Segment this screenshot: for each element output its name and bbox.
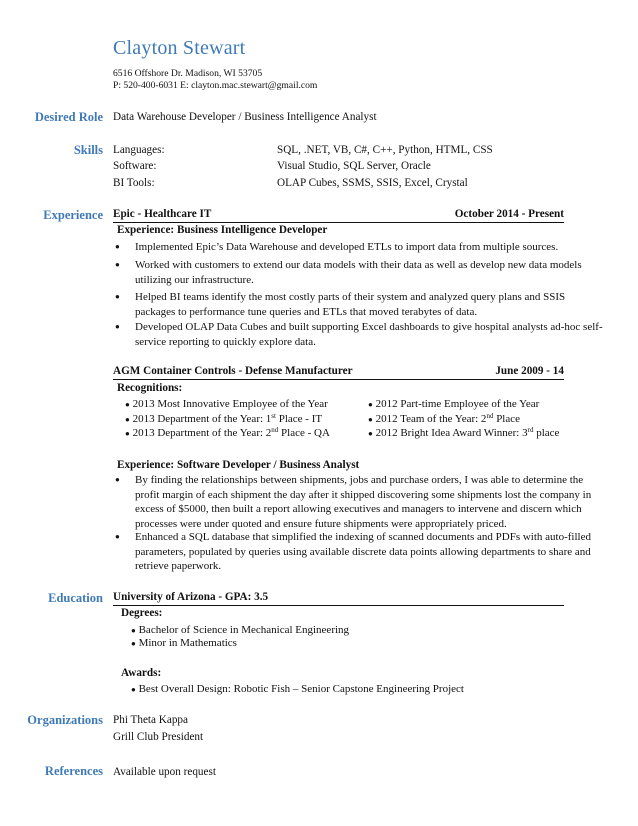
recognition-item: ● 2012 Part-time Employee of the Year [368,398,540,410]
address-line: 6516 Offshore Dr. Madison, WI 53705 [113,68,263,79]
skill-value: OLAP Cubes, SSMS, SSIS, Excel, Crystal [277,177,468,189]
contact-line: P: 520-400-6031 E: clayton.mac.stewart@gmail.com [113,80,318,91]
job-dates: October 2014 - Present [454,208,564,220]
list-item: ● Enhanced a SQL database that simplified the indexing of scanned documents and PDFs with auto-filled parameters, populated by queries using available discrete data points allowing departments to share and retrieve paperwork. [115,531,591,572]
section-label-experience: Experience [43,208,103,222]
recognition-item: ● 2013 Most Innovative Employee of the Year [125,398,328,410]
organization-item: Grill Club President [113,731,204,743]
skill-key: BI Tools: [113,177,155,189]
section-label-education: Education [48,591,103,605]
organization-item: Phi Theta Kappa [113,714,188,726]
job-title: Experience: Business Intelligence Developer [117,224,328,236]
bullet-icon: ● [131,639,136,648]
list-item: ● Developed OLAP Data Cubes and built supporting Excel dashboards to give hospital analysts ad-hoc self-service reporting to quickly explore data. [115,321,603,348]
list-item: ● Best Overall Design: Robotic Fish – Senior Capstone Engineering Project [131,683,464,695]
job-header [113,365,564,380]
list-item: ● By finding the relationships between shipments, jobs and purchase orders, I was able to determine the profit margin of each shipment the day after it shipped discovering some shipments lost the company in excess of $5000, then built a report allowing executives and managers to intervene and discern which processes were under quoted and ensure future shipments were appropriately priced. [115,474,592,530]
school-name: University of Arizona - GPA: 3.5 [113,591,269,603]
bullet-icon: ● [125,415,130,424]
desired-role-value: Data Warehouse Developer / Business Intelligence Analyst [113,111,377,123]
bullet-icon: ● [368,400,373,409]
skill-key: Software: [113,160,157,172]
list-item: ● Bachelor of Science in Mechanical Engineering [131,624,350,636]
list-item: ● Helped BI teams identify the most costly parts of their system and analyzed query plans and SSIS packages to performance tune queries and ETLs that moved terabytes of data. [115,291,566,318]
bullet-icon: ● [125,400,130,409]
employer-name: Epic - Healthcare IT [113,208,212,220]
skill-value: SQL, .NET, VB, C#, C++, Python, HTML, CSS [277,144,493,156]
list-item: ● Minor in Mathematics [131,637,237,649]
section-label-organizations: Organizations [27,713,103,727]
job-title: Experience: Software Developer / Business Analyst [117,459,360,471]
candidate-name: Clayton Stewart [113,37,246,59]
bullet-icon: ● [125,429,130,438]
section-label-references: References [44,764,103,778]
recognition-item: ● 2013 Department of the Year: 2nd Place - QA [125,426,330,439]
bullet-icon: ● [115,292,120,301]
skill-key: Languages: [113,144,165,156]
bullet-icon: ● [368,415,373,424]
bullet-icon: ● [131,685,136,694]
recognition-item: ● 2012 Bright Idea Award Winner: 3rd place [368,426,560,439]
bullet-icon: ● [115,532,120,541]
employer-name: AGM Container Controls - Defense Manufacturer [113,365,353,377]
list-item: ● Implemented Epic’s Data Warehouse and developed ETLs to import data from multiple sources. [115,241,559,253]
bullet-icon: ● [131,626,136,635]
bullet-icon: ● [115,475,120,484]
bullet-icon: ● [115,260,120,269]
school-header [113,591,564,606]
degrees-label: Degrees: [121,607,163,619]
recognition-item: ● 2013 Department of the Year: 1st Place - IT [125,412,323,425]
skill-value: Visual Studio, SQL Server, Oracle [277,160,431,172]
list-item: ● Worked with customers to extend our data models with their data as well as develop new data models utilizing our infrastructure. [115,259,582,286]
bullet-icon: ● [115,322,120,331]
references-value: Available upon request [113,766,216,778]
recognitions-label: Recognitions: [117,382,183,394]
job-header [113,208,564,223]
bullet-icon: ● [368,429,373,438]
section-label-desired-role: Desired Role [34,110,103,124]
recognition-item: ● 2012 Team of the Year: 2nd Place [368,412,521,425]
bullet-icon: ● [115,242,120,251]
section-label-skills: Skills [73,143,103,157]
job-dates: June 2009 - 14 [495,365,564,377]
awards-label: Awards: [121,667,162,679]
